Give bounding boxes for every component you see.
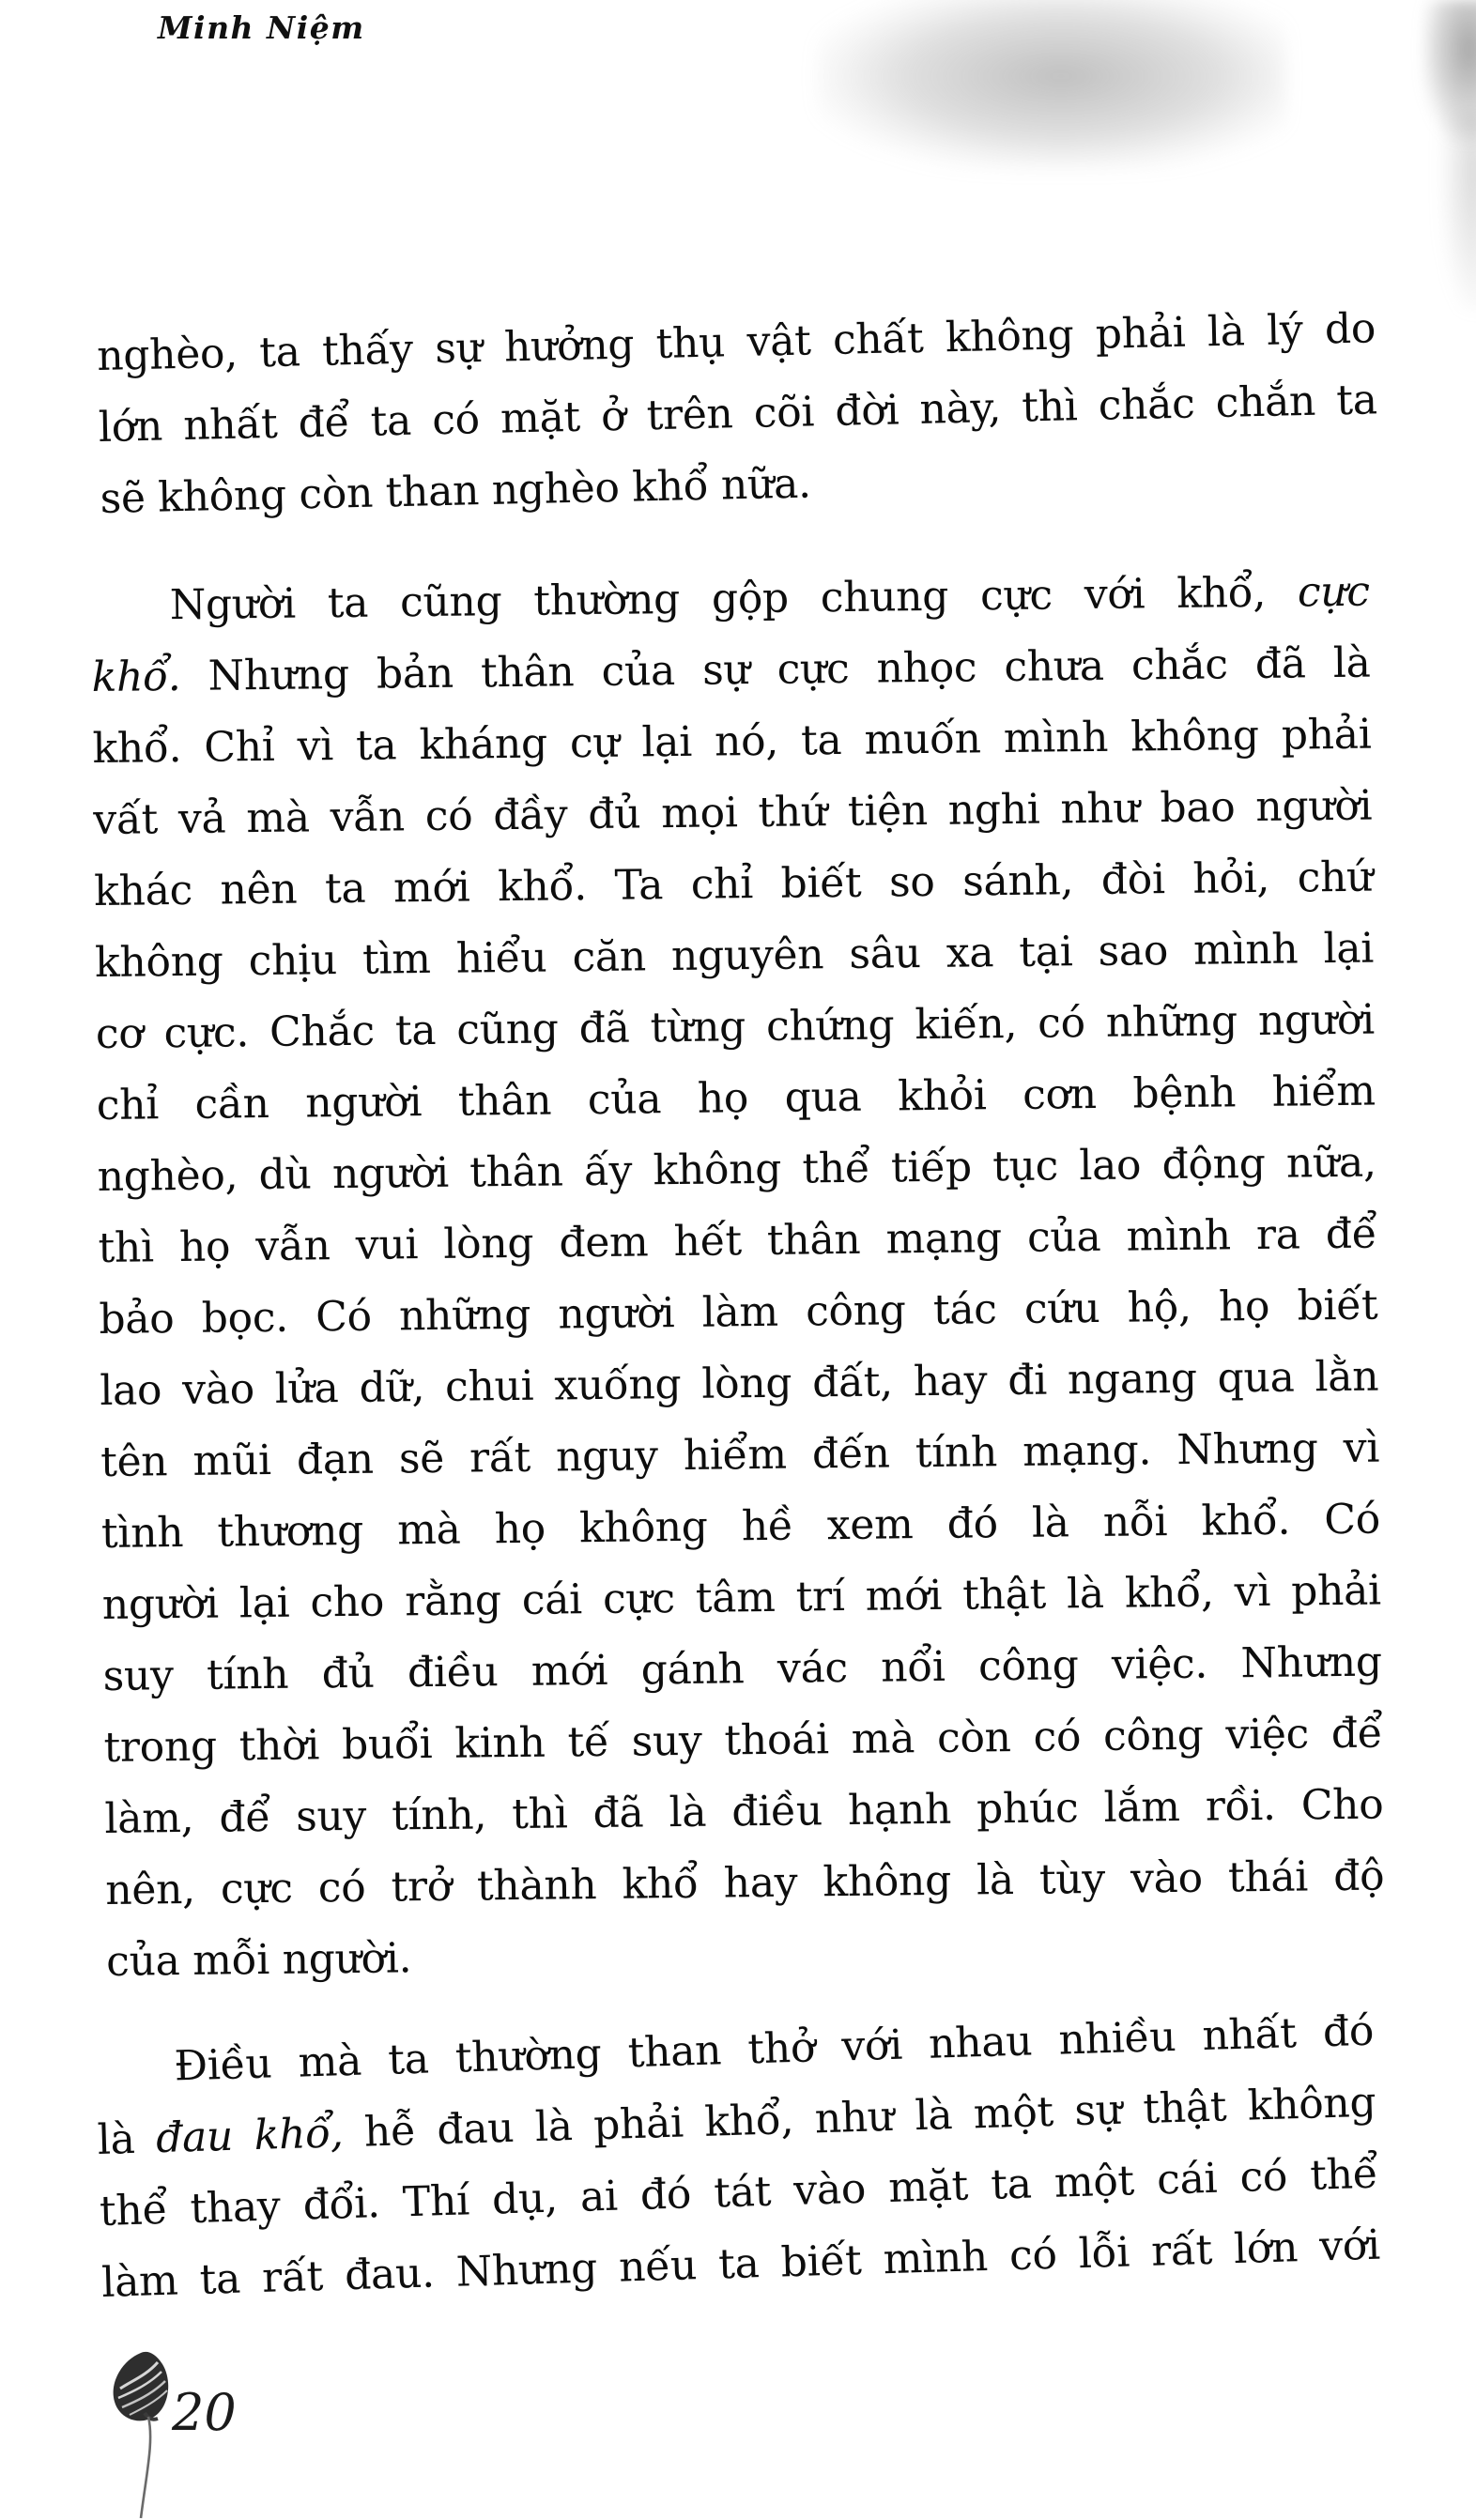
text-segment: lớn nhất để ta có mặt ở trên cõi đời này, thì chắc chắn ta	[98, 376, 1378, 452]
paragraph	[97, 293, 1380, 535]
text-segment: sẽ không còn than nghèo khổ nữa.	[100, 459, 812, 523]
paragraph	[90, 557, 1385, 1998]
text-segment: thể thay đổi. Thí dụ, ai đó tát vào mặt ta một cái có thể	[99, 2149, 1379, 2236]
indent-spacer	[91, 619, 170, 620]
text-segment: Người ta cũng thường gộp chung cực với khổ,	[169, 568, 1299, 630]
author-name: Minh Niệm	[158, 9, 365, 46]
text-segment: bảo bọc. Có những người làm công tác cứu hộ, họ biết	[99, 1281, 1378, 1344]
text-segment: khổ. Chỉ vì ta kháng cự lại nó, ta muốn mình không phải	[92, 710, 1372, 774]
text-segment: nên, cực có trở thành khổ hay không là tùy vào thái độ	[105, 1852, 1385, 1914]
page-body	[91, 304, 1385, 2355]
text-segment: không chịu tìm hiểu căn nguyên sâu xa tại sao mình lại	[94, 924, 1375, 988]
text-segment: lao vào lửa dữ, chui xuống lòng đất, hay đi ngang qua lằn	[99, 1352, 1379, 1415]
text-segment: cơ cực. Chắc ta cũng đã từng chứng kiến, có những người	[95, 995, 1376, 1059]
text-segment: trong thời buổi kinh tế suy thoái mà còn có công việc để	[103, 1709, 1383, 1772]
scan-smudge-top	[817, 0, 1286, 169]
text-segment: khác nên ta mới khổ. Ta chỉ biết so sánh, đòi hỏi, chứ	[93, 853, 1374, 916]
text-segment: khổ.	[91, 652, 181, 702]
text-segment: thì họ vẫn vui lòng đem hết thân mạng của mình ra để	[98, 1209, 1377, 1273]
paragraph	[94, 1996, 1380, 2319]
text-line	[106, 1913, 1386, 1998]
text-segment: vất vả mà vẫn có đầy đủ mọi thứ tiện nghi như bao người	[93, 781, 1373, 845]
text-segment: nghèo, ta thấy sự hưởng thụ vật chất không phải là lý do	[96, 304, 1376, 381]
text-segment: của mỗi người.	[105, 1934, 412, 1986]
text-segment: tên mũi đạn sẽ rất nguy hiểm đến tính mạng. Nhưng vì	[100, 1423, 1380, 1486]
text-segment: tình thương mà họ không hề xem đó là nỗi khổ. Có	[100, 1495, 1381, 1558]
text-segment: làm ta rất đau. Nhưng nếu ta biết mình có lỗi rất lớn với	[100, 2220, 1381, 2307]
text-segment: đau khổ,	[155, 2109, 345, 2163]
text-segment: Điều mà ta thường than thở với nhau nhiều nhất đó	[173, 2006, 1375, 2091]
indent-spacer	[96, 2081, 175, 2082]
text-segment: cực	[1297, 567, 1371, 617]
text-segment: suy tính đủ điều mới gánh vác nổi công việc. Nhưng	[102, 1637, 1382, 1700]
text-segment: làm, để suy tính, thì đã là điều hạnh phúc lắm rồi. Cho	[104, 1780, 1384, 1843]
text-segment: Nhưng bản thân của sự cực nhọc chưa chắc đã là	[180, 638, 1371, 700]
text-segment: chỉ cần người thân của họ qua khỏi cơn bệnh hiểm	[96, 1067, 1376, 1130]
text-segment: người lại cho rằng cái cực tâm trí mới thật là khổ, vì phải	[101, 1566, 1382, 1629]
text-line	[105, 1841, 1385, 1927]
text-segment: nghèo, dù người thân ấy không thể tiếp tục lao động nữa,	[97, 1138, 1376, 1202]
text-segment: hễ đau là phải khổ, như là một sự thật không	[342, 2078, 1376, 2158]
page-number: 20	[172, 2383, 237, 2442]
scan-smudge-edge	[1442, 113, 1476, 310]
text-segment: là	[97, 2114, 157, 2165]
